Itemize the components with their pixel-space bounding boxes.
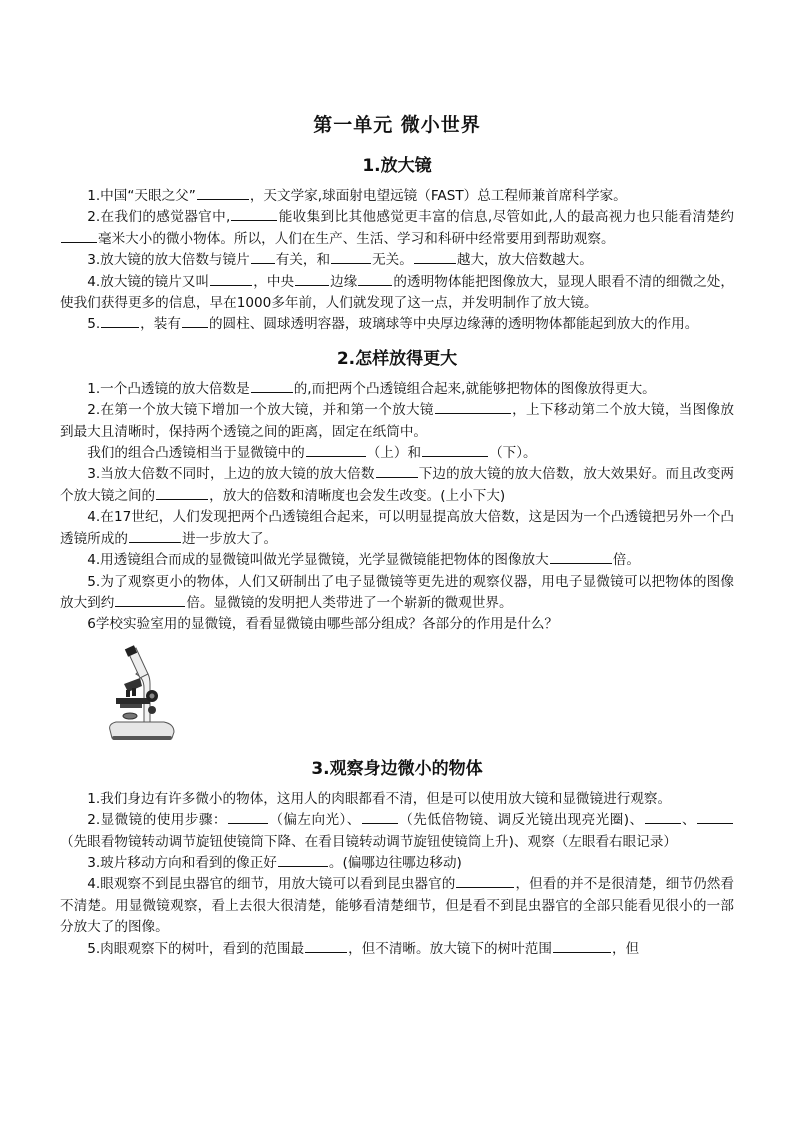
document-title: 第一单元 微小世界	[313, 114, 481, 136]
paragraph-1-4: 4.放大镜的镜片又叫 ，中央 边缘 的透明物体能把图像放大，显现人眼看不清的细微之处，使我们获得更多的信息，早在1000多年前，人们就发现了这一点，并发明制作了放大镜。	[60, 273, 734, 312]
paragraph-2-4: 4.在17世纪，人们发现把两个凸透镜组合起来，可以明显提高放大倍数，这是因为一个凸透镜把另外一个凸透镜所成的 进一步放大了。	[60, 509, 734, 547]
microscope-figure	[102, 644, 182, 744]
fill-blank[interactable]	[697, 822, 733, 824]
fill-blank[interactable]	[182, 326, 208, 328]
fill-blank[interactable]	[358, 284, 392, 286]
fill-blank[interactable]	[61, 241, 97, 243]
paragraph-1-1: 1.中国“天眼之父” ，天文学家,球面射电望远镜（FAST）总工程师兼首席科学家。	[87, 188, 627, 204]
fill-blank[interactable]	[278, 865, 328, 867]
paragraph-2-2b: 我们的组合凸透镜相当于显微镜中的 （上）和 （下）。	[87, 445, 537, 462]
section-title-3: 3.观察身边微小的物体	[311, 758, 483, 779]
fill-blank[interactable]	[156, 498, 208, 500]
section-title-2: 2.怎样放得更大	[336, 348, 458, 369]
fill-blank[interactable]	[306, 455, 366, 457]
fill-blank[interactable]	[210, 284, 252, 286]
paragraph-2-2: 2.在第一个放大镜下增加一个放大镜，并和第一个放大镜 ，上下移动第二个放大镜，当图像放到最大且清晰时，保持两个透镜之间的距离，固定在纸筒中。	[60, 402, 734, 440]
fill-blank[interactable]	[550, 562, 612, 564]
fill-blank[interactable]	[231, 219, 277, 221]
paragraph-3-5: 5.肉眼观察下的树叶，看到的范围最 ，但不清晰。放大镜下的树叶范围 ，但	[87, 940, 640, 957]
fill-blank[interactable]	[251, 262, 275, 264]
fill-blank[interactable]	[197, 198, 249, 200]
fill-blank[interactable]	[228, 822, 268, 824]
fill-blank[interactable]	[456, 886, 514, 888]
paragraph-2-6: 5.为了观察更小的物体，人们又研制出了电子显微镜等更先进的观察仪器，用电子显微镜可以把物体的图像放大到约 倍。显微镜的发明把人类带进了一个崭新的微观世界。	[60, 573, 734, 611]
paragraph-2-3: 3.当放大倍数不同时，上边的放大镜的放大倍数 下边的放大镜的放大倍数，放大效果好。而且改变两个放大镜之间的 ，放大的倍数和清晰度也会发生改变。(上小下大)	[60, 466, 735, 504]
paragraph-1-2: 2.在我们的感觉器官中, 能收集到比其他感觉更丰富的信息,尽管如此,人的最高视力也只能看清楚约毫米大小的微小物体。所以，人们在生产、生活、学习和科研中经常要用到帮助观察。	[60, 207, 734, 250]
section-title-1: 1.放大镜	[362, 156, 432, 176]
fill-blank[interactable]	[305, 951, 347, 953]
fill-blank[interactable]	[414, 262, 456, 264]
paragraph-2-5: 4.用透镜组合而成的显微镜叫做光学显微镜，光学显微镜能把物体的图像放大 倍。	[87, 552, 640, 569]
paragraph-3-3: 3.玻片移动方向和看到的像正好 。(偏哪边往哪边移动)	[87, 854, 462, 871]
fill-blank[interactable]	[435, 412, 511, 414]
fill-blank[interactable]	[115, 605, 185, 607]
fill-blank[interactable]	[251, 391, 293, 393]
document-page	[60, 110, 734, 960]
fill-blank[interactable]	[362, 822, 398, 824]
microscope-icon	[102, 644, 182, 744]
paragraph-3-2: 2.显微镜的使用步骤： （偏左向光）、 （先低倍物镜、调反光镜出现亮光圈)、 、（先眼看物镜转动调节旋钮使镜筒下降、在看目镜转动调节旋钮使镜筒上升)、观察（左眼看右眼记录）	[60, 810, 734, 853]
fill-blank[interactable]	[101, 326, 139, 328]
fill-blank[interactable]	[331, 262, 371, 264]
fill-blank[interactable]	[553, 951, 611, 953]
fill-blank[interactable]	[295, 284, 329, 286]
paragraph-1-5: 5. ，装有 的圆柱、圆球透明容器，玻璃球等中央厚边缘薄的透明物体都能起到放大的作用。	[87, 316, 699, 333]
fill-blank[interactable]	[376, 476, 418, 478]
paragraph-2-7: 6学校实验室用的显微镜，看看显微镜由哪些部分组成？各部分的作用是什么？	[87, 616, 559, 633]
fill-blank[interactable]	[129, 541, 181, 543]
fill-blank[interactable]	[645, 822, 681, 824]
paragraph-2-1: 1.一个凸透镜的放大倍数是 的,而把两个凸透镜组合起来,就能够把物体的图像放得更大。	[87, 380, 656, 397]
fill-blank[interactable]	[422, 455, 488, 457]
paragraph-3-1: 1.我们身边有许多微小的物体，这用人的肉眼都看不清，但是可以使用放大镜和显微镜进行观察。	[87, 790, 672, 807]
paragraph-3-4: 4.眼观察不到昆虫器官的细节，用放大镜可以看到昆虫器官的 ，但看的并不是很清楚，细节仍然看不清楚。用显微镜观察，看上去很大很清楚，能够看清楚细节，但是看不到昆虫器官的全部只能看见很小的一部分放大了的图像。	[60, 876, 735, 936]
paragraph-1-3: 3.放大镜的放大倍数与镜片 有关，和 无关。 越大，放大倍数越大。	[87, 252, 593, 269]
